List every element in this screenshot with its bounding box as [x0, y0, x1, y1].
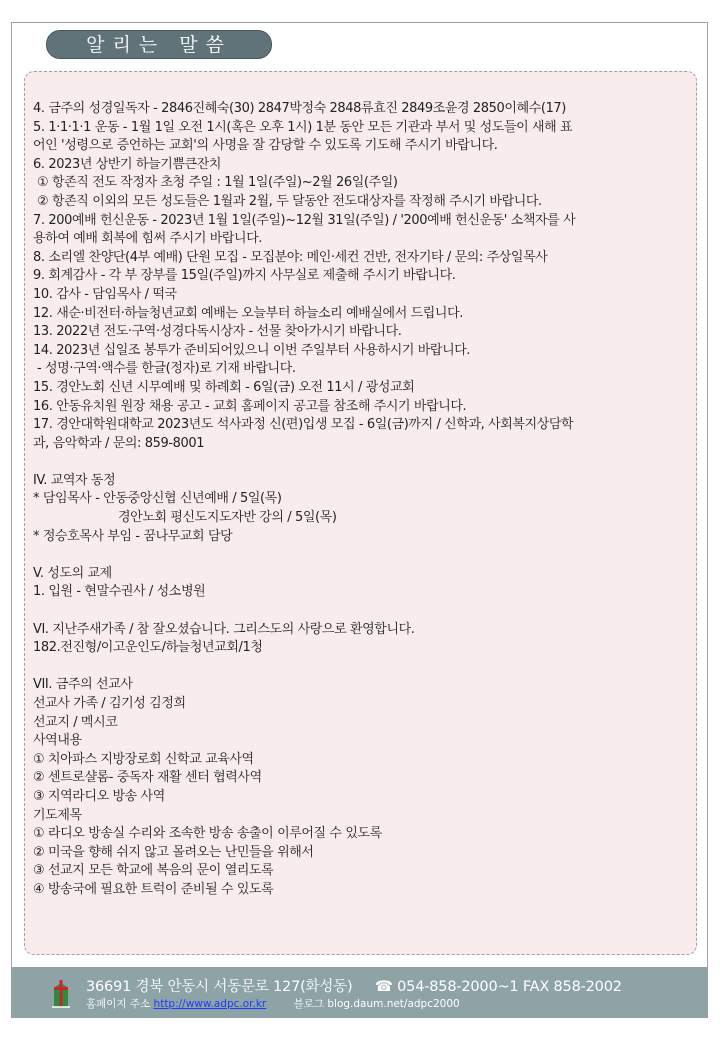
spacer — [33, 546, 693, 565]
missionary-line: 선교사 가족 / 김기성 김정희 — [33, 696, 186, 711]
phone-icon: ☎ — [374, 979, 393, 995]
announcement-line: 과, 음악학과 / 문의: 859-8001 — [33, 435, 205, 451]
page-title: 알리는 말씀 — [86, 34, 232, 56]
minister-line: * 정승호목사 부임 - 꿈나무교회 담당 — [33, 528, 233, 544]
section-heading-missionary: VII. 금주의 선교사 — [33, 677, 133, 693]
section-heading-ministers: IV. 교역자 동정 — [33, 472, 116, 488]
announcement-line: 16. 안동유치원 원장 채용 공고 - 교회 홈페이지 공고를 참조해 주시기 바랍니다. — [33, 398, 467, 414]
announcement-line: - 성명·구역·액수를 한글(정자)로 기재 바랍니다. — [37, 361, 296, 377]
missionary-line: ③ 지역라디오 방송 사역 — [33, 788, 165, 804]
homepage-label: 홈페이지 주소 — [86, 998, 151, 1010]
announcement-line: 5. 1·1·1·1 운동 - 1월 1일 오전 1시(혹은 오후 1시) 1분 동안 모든 기관과 부서 및 성도들이 새해 표 — [33, 119, 573, 135]
section-heading-fellowship: V. 성도의 교제 — [33, 565, 112, 581]
address: 36691 경북 안동시 서동문로 127(화성동) — [86, 979, 353, 995]
missionary-line: 사역내용 — [33, 733, 82, 749]
announcement-line: 6. 2023년 상반기 하늘기쁨큰잔치 — [33, 156, 222, 172]
section-heading-newcomers: VI. 지난주새가족 / 참 잘오셨습니다. 그리스도의 사랑으로 환영합니다. — [33, 621, 415, 637]
missionary-line: ② 미국을 향해 쉬지 않고 몰려오는 난민들을 위해서 — [33, 844, 314, 860]
spacer — [33, 602, 693, 621]
announcement-line: 17. 경안대학원대학교 2023년도 석사과정 신(편)입생 모집 - 6일(금)까지 / 신학과, 사회복지상담학 — [33, 417, 574, 433]
announcement-line: ② 항존직 이외의 모든 성도들은 1월과 2월, 두 달동안 전도대상자를 작정해 주시기 바랍니다. — [37, 193, 542, 209]
missionary-line: ② 센트로샬롬- 중독자 재활 센터 협력사역 — [33, 770, 262, 786]
announcement-line: 용하여 예배 회복에 힘써 주시기 바랍니다. — [33, 231, 263, 247]
blog-address: 블로그 blog.daum.net/adpc2000 — [293, 998, 460, 1010]
spacer — [33, 453, 693, 472]
church-cross-logo-icon — [50, 977, 72, 1009]
phone-fax: 054-858-2000~1 FAX 858-2002 — [397, 979, 622, 995]
announcement-line: 14. 2023년 십일조 봉투가 준비되어있으니 이번 주일부터 사용하시기 바랍니다. — [33, 342, 471, 358]
fellowship-line: 1. 입원 - 현말수권사 / 성소병원 — [33, 584, 206, 600]
announcement-line: 15. 경안노회 신년 시무예배 및 하례회 - 6일(금) 오전 11시 / 광성교회 — [33, 379, 415, 395]
announcement-line: 4. 금주의 성경일독자 - 2846진혜숙(30) 2847박정숙 2848류효진 2849조윤경 2850이혜수(17) — [33, 101, 566, 116]
footer-address-line — [86, 975, 696, 996]
footer-links-line — [86, 996, 696, 1011]
announcement-line: 7. 200예배 헌신운동 - 2023년 1월 1일(주일)~12월 31일(주일) / '200예배 헌신운동' 소책자를 사 — [33, 212, 576, 228]
minister-line: 경안노회 평신도지도자반 강의 / 5일(목) — [118, 510, 337, 526]
title-tab — [46, 30, 272, 59]
announcement-line: ① 항존직 전도 작정자 초청 주일 : 1월 1일(주일)~2월 26일(주일) — [37, 175, 398, 191]
missionary-line: ③ 선교지 모든 학교에 복음의 문이 열리도록 — [33, 863, 274, 879]
announcement-line: 9. 회계감사 - 각 부 장부를 15일(주일)까지 사무실로 제출해 주시기 바랍니다. — [33, 268, 456, 284]
missionary-line: ① 치아파스 지방장로회 신학교 교육사역 — [33, 751, 254, 767]
announcement-line: 12. 새순·비전터·하늘청년교회 예배는 오늘부터 하늘소리 예배실에서 드립니다. — [33, 305, 463, 321]
announcement-line: 13. 2022년 전도·구역·성경다독시상자 - 선물 찾아가시기 바랍니다. — [33, 324, 402, 340]
announcements-content — [33, 100, 693, 900]
minister-line: * 담임목사 - 안동중앙신협 신년예배 / 5일(목) — [33, 491, 282, 507]
missionary-line: 기도제목 — [33, 807, 82, 823]
announcement-line: 8. 소리엘 찬양단(4부 예배) 단원 모집 - 모집분야: 메인·세컨 건반, 전자기타 / 문의: 주상일목사 — [33, 249, 548, 265]
announcement-line: 10. 감사 - 담임목사 / 떡국 — [33, 286, 177, 302]
announcement-line: 어인 '성령으로 증언하는 교회'의 사명을 잘 감당할 수 있도록 기도해 주시기 바랍니다. — [33, 138, 498, 154]
homepage-link[interactable]: http://www.adpc.or.kr — [153, 998, 267, 1010]
missionary-line: 선교지 / 멕시코 — [33, 714, 118, 730]
spacer — [33, 658, 693, 677]
newcomer-line: 182.전진형/이고운인도/하늘청년교회/1청 — [33, 640, 263, 656]
missionary-line: ① 라디오 방송실 수리와 조속한 방송 송출이 이루어질 수 있도록 — [33, 826, 382, 842]
missionary-line: ④ 방송국에 필요한 트럭이 준비될 수 있도록 — [33, 881, 274, 897]
